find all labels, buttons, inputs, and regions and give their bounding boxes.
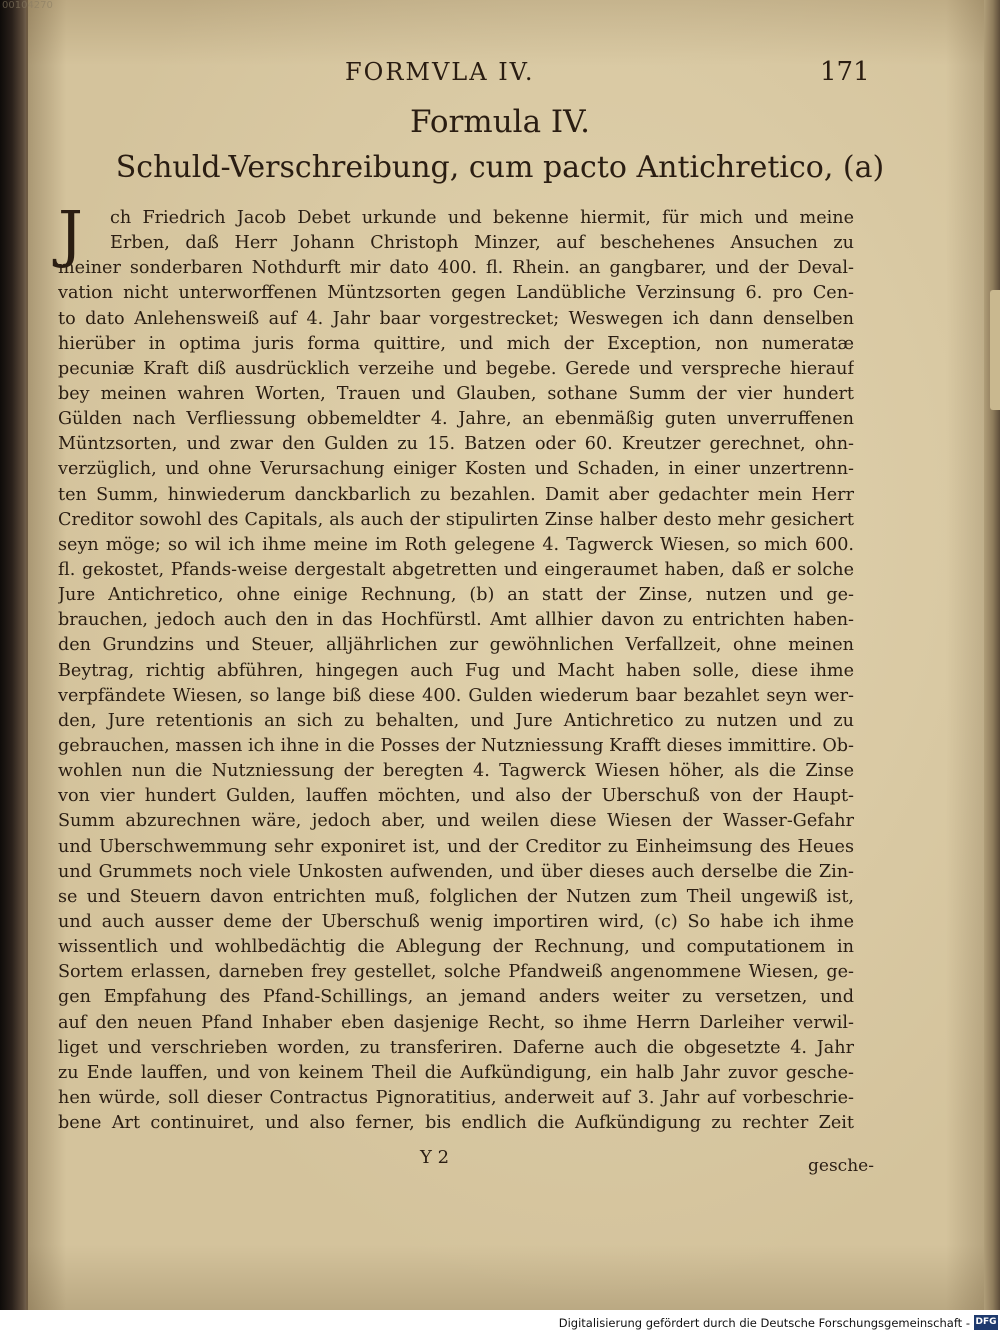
text-line: seyn möge; so wil ich ihme meine im Roth gelegene 4. Tagwerck Wiesen, so mich 600. <box>58 534 854 555</box>
dfg-logo: DFG <box>974 1315 998 1330</box>
text-line: hierüber in optima juris forma quittire, und mich der Exception, non numeratæ <box>58 333 854 354</box>
text-line: liget und verschrieben worden, zu transferiren. Daferne auch die obgesetzte 4. Jahr <box>58 1037 854 1058</box>
text-line: brauchen, jedoch auch den in das Hochfürstl. Amt allhier davon zu entrichten haben- <box>58 610 854 631</box>
text-line: wissentlich und wohlbedächtig die Ablegung der Rechnung, und computationem in <box>58 937 854 958</box>
text-line: ch Friedrich Jacob Debet urkunde und bekenne hiermit, für mich und meine <box>110 208 854 228</box>
text-line: pecuniæ Kraft diß ausdrücklich verzeihe und begebe. Gerede und verspreche hierauf <box>58 358 854 379</box>
text-line: und Uberschwemmung sehr exponiret ist, und der Creditor zu Einheimsung des Heues <box>58 836 854 857</box>
page-number: 171 <box>820 57 870 87</box>
text-line: bene Art continuiret, und also ferner, bis endlich die Aufkündigung zu rechter Zeit <box>58 1113 854 1134</box>
text-line: Sortem erlassen, darneben frey gestellet, solche Pfandweiß angenommene Wiesen, ge- <box>58 962 854 983</box>
text-line: vation nicht unterworffenen Müntzsorten gegen Landübliche Verzinsung 6. pro Cen- <box>58 283 854 304</box>
text-line: Creditor sowohl des Capitals, als auch der stipulirten Zinse halber desto mehr gesichert <box>58 509 854 530</box>
text-line: Beytrag, richtig abführen, hingegen auch Fug und Macht haben solle, diese ihme <box>58 660 854 681</box>
text-line: Müntzsorten, und zwar den Gulden zu 15. Batzen oder 60. Kreutzer gerechnet, ohn- <box>58 434 854 455</box>
text-line: meiner sonderbaren Nothdurft mir dato 400. fl. Rhein. an gangbarer, und der Deval- <box>58 258 854 279</box>
text-line: gebrauchen, massen ich ihne in die Posses der Nutzniessung Krafft dieses immittire. Ob- <box>58 735 854 756</box>
text-line: auf den neuen Pfand Inhaber eben dasjenige Recht, so ihme Herrn Darleiher verwil- <box>58 1012 854 1033</box>
text-line: se und Steuern davon entrichten muß, folglichen der Nutzen zum Theil ungewiß ist, <box>58 886 854 907</box>
text-line: und Grummets noch viele Unkosten aufwenden, und über dieses auch derselbe die Zin- <box>58 861 854 882</box>
body-text <box>58 197 854 1136</box>
text-line: und auch ausser deme der Uberschuß wenig importiren wird, (c) So habe ich ihme <box>58 911 854 932</box>
text-line: verzüglich, und ohne Verursachung einiger Kosten und Schaden, in einer unzertrenn- <box>58 459 854 480</box>
text-line: bey meinen wahren Worten, Trauen und Glauben, sothane Summ der vier hundert <box>58 383 854 404</box>
text-line: verpfändete Wiesen, so lange biß diese 400. Gulden wiederum baar bezahlet seyn wer- <box>58 685 854 706</box>
text-line: ten Summ, hinwiederum danckbarlich zu bezahlen. Damit aber gedachter mein Herr <box>58 484 854 505</box>
text-line: Erben, daß Herr Johann Christoph Minzer, auf beschehenes Ansuchen zu <box>110 233 854 254</box>
text-line: den, Jure retentionis an sich zu behalten, und Jure Antichretico zu nutzen und zu <box>58 710 854 731</box>
drop-cap: J <box>58 197 83 270</box>
signature-mark: Y 2 <box>420 1147 450 1168</box>
text-line: to dato Anlehensweiß auf 4. Jahr baar vorgestrecket; Weswegen ich dann denselben <box>58 308 854 329</box>
text-line: Summ abzurechnen wäre, jedoch aber, und weilen diese Wiesen der Wasser-Gefahr <box>58 811 854 832</box>
page-title: Formula IV. <box>410 104 590 140</box>
text-line: Gülden nach Verfliessung obbemeldter 4. Jahre, an ebenmäßig guten unverruffenen <box>58 409 854 430</box>
page-right-edge <box>982 0 1000 1310</box>
text-line: gen Empfahung des Pfand-Schillings, an jemand anders weiter zu versetzen, und <box>58 987 854 1008</box>
text-line: Jure Antichretico, ohne einige Rechnung, (b) an statt der Zinse, nutzen und ge- <box>58 585 854 606</box>
text-line: den Grundzins und Steuer, alljährlichen zur gewöhnlichen Verfallzeit, ohne meinen <box>58 635 854 656</box>
catchword: gesche- <box>808 1156 874 1176</box>
footer-bar <box>0 1310 1000 1337</box>
text-line: zu Ende lauffen, und von keinem Theil die Aufkündigung, ein halb Jahr zuvor gesche- <box>58 1062 854 1083</box>
footer-credit: Digitalisierung gefördert durch die Deutsche Forschungsgemeinschaft - <box>558 1316 970 1330</box>
page-subtitle: Schuld-Verschreibung, cum pacto Antichretico, (a) <box>115 150 885 185</box>
text-line: von vier hundert Gulden, lauffen möchten, und also der Uberschuß von der Haupt- <box>58 786 854 807</box>
text-line: wohlen nun die Nutzniessung der beregten 4. Tagwerck Wiesen höher, als die Zinse <box>58 761 854 782</box>
scan-id: 00104270 <box>2 0 53 11</box>
text-line: hen würde, soll dieser Contractus Pignoratitius, anderweit auf 3. Jahr auf vorbeschrie- <box>58 1087 854 1108</box>
text-line: fl. gekostet, Pfands-weise dergestalt abgetretten und eingeraumet haben, daß er solche <box>58 559 854 580</box>
running-head: FORMVLA IV. <box>345 58 535 86</box>
